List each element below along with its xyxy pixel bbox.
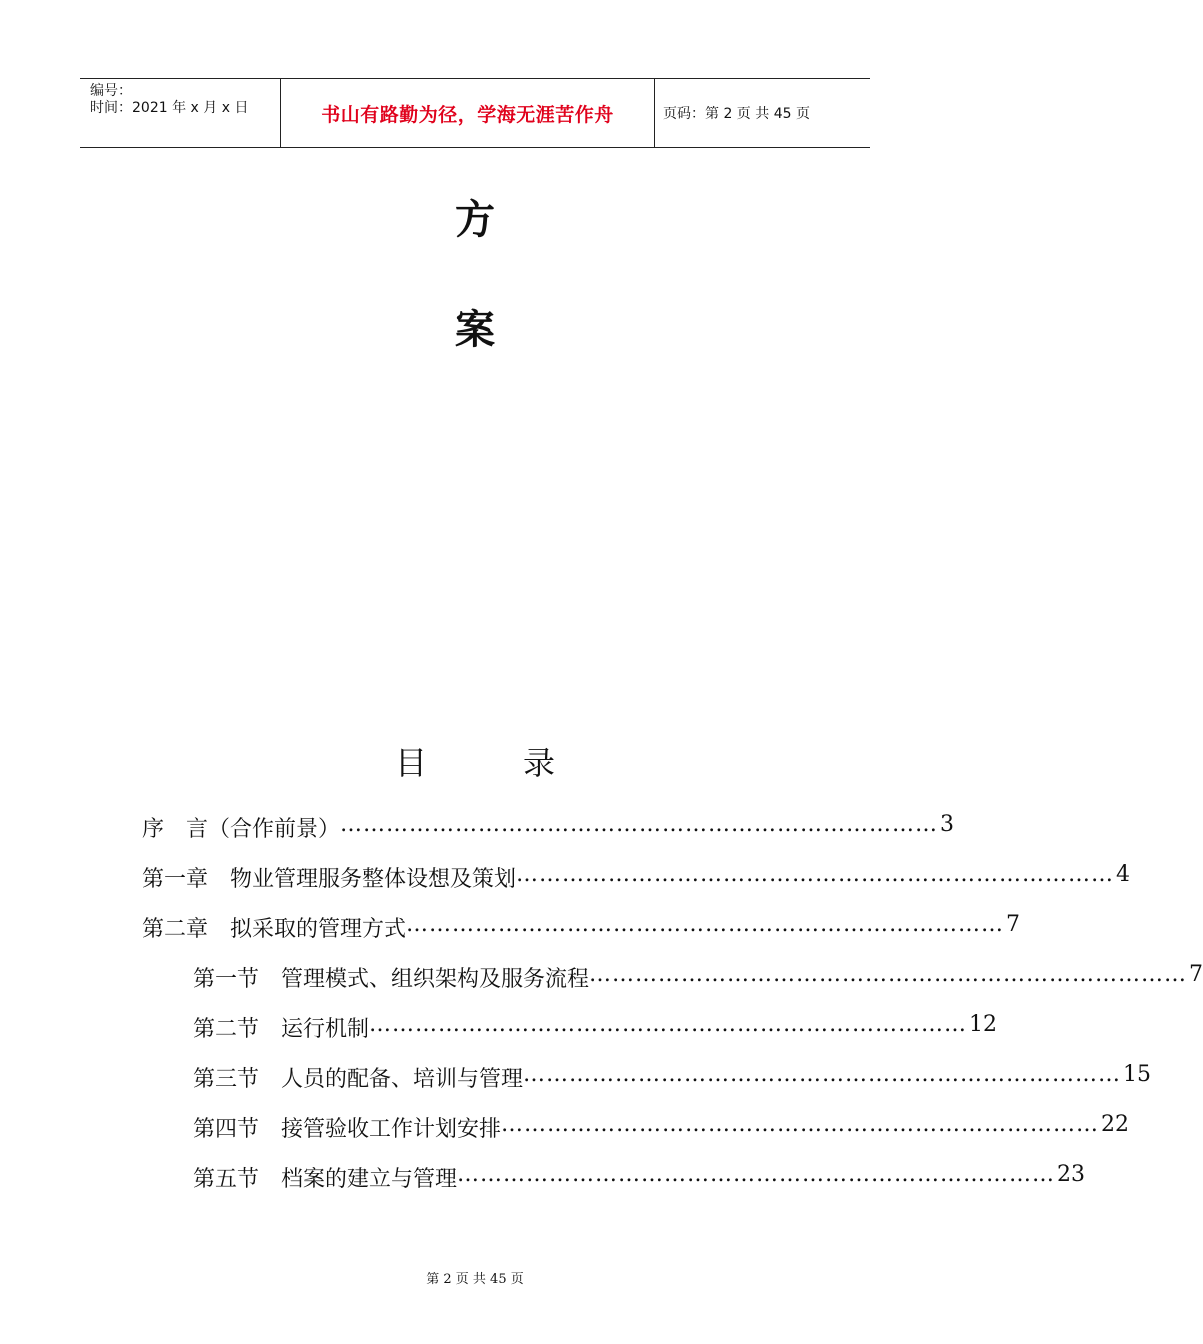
toc-entry-label: 第一章 物业管理服务整体设想及策划 [142,867,517,892]
page-header [80,78,870,148]
doc-date: 时间：2021 年 x 月 x 日 [90,100,249,116]
toc-entry[interactable] [193,962,1203,993]
toc-entry[interactable] [142,812,955,843]
header-motto: 书山有路勤为径，学海无涯苦作舟 [281,79,655,147]
toc-entry-page: 15 [1123,1062,1152,1087]
toc-entry-label: 序 言（合作前景） [142,817,341,842]
toc-entry[interactable] [193,1012,998,1043]
toc-entry-page: 7 [1189,962,1203,987]
toc-title: 目录 [394,744,651,782]
toc-entry-label: 第二节 运行机制 [193,1017,370,1042]
toc-entry-page: 22 [1101,1112,1130,1137]
toc-entry[interactable] [142,912,1021,943]
toc-leader-dots: …………………………………………………………………… [589,962,1188,987]
toc-entry[interactable] [193,1112,1130,1143]
toc-entry[interactable] [193,1162,1086,1193]
toc-entry-page: 3 [940,812,955,837]
page-footer: 第 2 页 共 45 页 [426,1272,524,1287]
toc-entry-label: 第五节 档案的建立与管理 [193,1167,458,1192]
toc-leader-dots: …………………………………………………………………… [369,1012,968,1037]
cover-title-char-2: 案 [455,306,495,353]
toc-leader-dots: …………………………………………………………………… [501,1112,1100,1137]
doc-number-label: 编号： [90,83,132,99]
toc-entry-label: 第四节 接管验收工作计划安排 [193,1117,502,1142]
toc-entry[interactable] [193,1062,1152,1093]
toc-leader-dots: …………………………………………………………………… [406,912,1005,937]
toc-leader-dots: …………………………………………………………………… [457,1162,1056,1187]
toc-entry-page: 23 [1057,1162,1086,1187]
toc-entry-page: 7 [1006,912,1021,937]
toc-entry[interactable] [142,862,1131,893]
header-page-info: 页码：第 2 页 共 45 页 [663,106,810,122]
header-meta [80,79,281,147]
toc-leader-dots: …………………………………………………………………… [516,862,1115,887]
toc-leader-dots: …………………………………………………………………… [340,812,939,837]
toc-entry-label: 第二章 拟采取的管理方式 [142,917,407,942]
toc-entry-page: 12 [969,1012,998,1037]
toc-entry-label: 第一节 管理模式、组织架构及服务流程 [193,967,590,992]
cover-title-char-1: 方 [455,196,495,243]
toc-entry-label: 第三节 人员的配备、培训与管理 [193,1067,524,1092]
toc-leader-dots: …………………………………………………………………… [523,1062,1122,1087]
toc-entry-page: 4 [1116,862,1131,887]
